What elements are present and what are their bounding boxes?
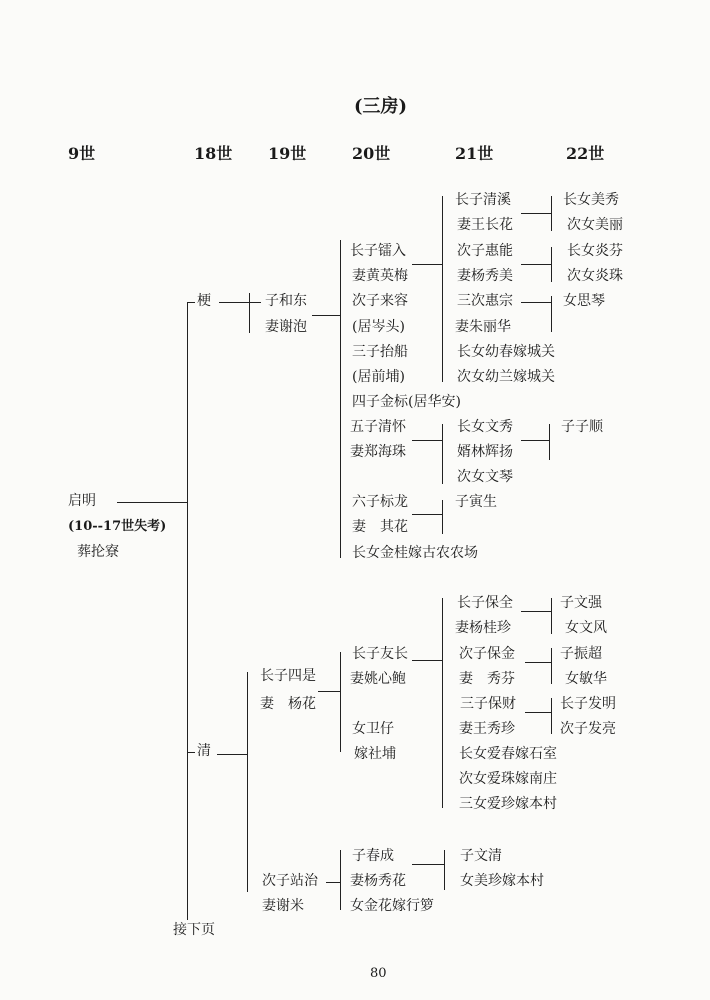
gen22-entry: 女敏华 xyxy=(565,671,607,687)
gen20-entry: 次子来容 xyxy=(352,293,408,309)
gen20-entry: (居岑头) xyxy=(352,319,405,335)
continued-note: 接下页 xyxy=(173,922,215,938)
gen20-entry: 妻杨秀花 xyxy=(350,873,406,889)
gen21-entry: 妻王秀珍 xyxy=(459,721,515,737)
page-title: (三房) xyxy=(354,96,408,117)
tree-line xyxy=(442,424,443,484)
tree-line xyxy=(249,293,250,333)
tree-line xyxy=(521,264,551,265)
gen19-name: 长子四是 xyxy=(260,668,316,684)
gen22-entry: 次女美丽 xyxy=(567,217,623,233)
gen22-entry: 长女炎芬 xyxy=(567,243,623,259)
gen20-entry: 六子标龙 xyxy=(352,494,408,510)
page-number: 80 xyxy=(370,966,387,981)
gen21-entry: 三子保财 xyxy=(460,696,516,712)
tree-line xyxy=(412,864,444,865)
gen20-entry: 四子金标(居华安) xyxy=(352,394,461,410)
gen21-entry: 妻杨桂珍 xyxy=(455,620,511,636)
tree-line xyxy=(551,698,552,734)
gen20-entry: 女金花嫁行箩 xyxy=(350,898,434,914)
gen20-entry: 妻郑海珠 xyxy=(350,444,406,460)
tree-line xyxy=(525,662,551,663)
gen22-entry: 子文强 xyxy=(560,595,602,611)
gen21-entry: 妻杨秀美 xyxy=(457,268,513,284)
gen22-entry: 子子顺 xyxy=(561,419,603,435)
gen21-entry: 三女爱珍嫁本村 xyxy=(459,796,557,812)
gen20-entry: (居前埔) xyxy=(352,369,405,385)
gen21-entry: 妻朱丽华 xyxy=(455,319,511,335)
gen-header-21: 21世 xyxy=(455,144,494,163)
gen21-entry: 妻王长花 xyxy=(457,217,513,233)
gen21-entry: 次子保金 xyxy=(459,646,515,662)
gen-header-9: 9世 xyxy=(68,144,96,163)
gen21-entry: 长女爱春嫁石室 xyxy=(459,746,557,762)
tree-line xyxy=(326,882,340,883)
tree-line xyxy=(442,500,443,534)
gen21-entry: 子文清 xyxy=(460,848,502,864)
gen21-entry: 长子清溪 xyxy=(455,192,511,208)
gen21-entry: 次女文琴 xyxy=(457,469,513,485)
gen21-entry: 婿林辉扬 xyxy=(457,444,513,460)
gen20-entry: 长子镭入 xyxy=(350,243,406,259)
tree-line xyxy=(551,648,552,684)
tree-line xyxy=(412,514,442,515)
tree-line xyxy=(187,302,195,303)
tree-line xyxy=(117,502,187,503)
gen20-entry: 子春成 xyxy=(352,848,394,864)
gen20-entry: 妻黄英梅 xyxy=(352,268,408,284)
tree-line xyxy=(312,315,340,316)
gen22-entry: 子振超 xyxy=(560,646,602,662)
gen21-entry: 次女爱珠嫁南庄 xyxy=(459,771,557,787)
gen20-entry: 三子抬船 xyxy=(352,344,408,360)
tree-line xyxy=(551,296,552,332)
tree-line xyxy=(444,850,445,890)
gen21-entry: 长女幼春嫁城关 xyxy=(457,344,555,360)
gen18-name: 梗 xyxy=(197,293,211,309)
gen22-entry: 女思琴 xyxy=(563,293,605,309)
gen21-entry: 长女文秀 xyxy=(457,419,513,435)
gen21-entry: 次女幼兰嫁城关 xyxy=(457,369,555,385)
gen20-entry: 嫁社埔 xyxy=(354,746,396,762)
gen21-entry: 三次惠宗 xyxy=(457,293,513,309)
tree-line xyxy=(187,302,188,920)
tree-line xyxy=(412,440,442,441)
gen20-entry: 妻姚心鲍 xyxy=(350,671,406,687)
gen20-entry: 长女金桂嫁古农农场 xyxy=(352,545,478,561)
gen20-entry: 长子友长 xyxy=(352,646,408,662)
gen22-entry: 次子发亮 xyxy=(560,721,616,737)
gen21-entry: 子寅生 xyxy=(455,494,497,510)
tree-line xyxy=(551,247,552,282)
tree-line xyxy=(549,424,550,460)
gen22-entry: 女文风 xyxy=(565,620,607,636)
tree-line xyxy=(217,754,247,755)
gen21-entry: 次子惠能 xyxy=(457,243,513,259)
gen-header-18: 18世 xyxy=(194,144,233,163)
gen20-entry: 五子清怀 xyxy=(350,419,406,435)
gen19-name: 子和东 xyxy=(265,293,307,309)
ancestor-burial: 葬抡寮 xyxy=(77,544,119,560)
tree-line xyxy=(525,712,551,713)
gen20-entry: 妻 其花 xyxy=(352,519,408,535)
tree-line xyxy=(521,611,551,612)
gen21-entry: 女美珍嫁本村 xyxy=(460,873,544,889)
tree-line xyxy=(521,213,551,214)
tree-line xyxy=(521,440,549,441)
ancestor-note: (10--17世失考) xyxy=(68,519,167,534)
gen19-name: 次子站治 xyxy=(262,873,318,889)
gen18-name: 清 xyxy=(197,743,211,759)
tree-line xyxy=(340,850,341,910)
tree-line xyxy=(412,660,442,661)
tree-line xyxy=(318,691,340,692)
tree-line xyxy=(442,196,443,382)
tree-line xyxy=(521,302,551,303)
gen22-entry: 次女炎珠 xyxy=(567,268,623,284)
tree-line xyxy=(551,196,552,231)
gen-header-19: 19世 xyxy=(268,144,307,163)
gen22-entry: 长子发明 xyxy=(560,696,616,712)
tree-line xyxy=(219,302,249,303)
tree-line xyxy=(340,240,341,558)
gen-header-20: 20世 xyxy=(352,144,391,163)
gen-header-22: 22世 xyxy=(566,144,605,163)
gen22-entry: 长女美秀 xyxy=(563,192,619,208)
tree-line xyxy=(249,302,261,303)
tree-line xyxy=(442,598,443,808)
gen21-entry: 妻 秀芬 xyxy=(459,671,515,687)
gen19-spouse: 妻谢米 xyxy=(262,898,304,914)
gen19-spouse: 妻 杨花 xyxy=(260,696,316,712)
tree-line xyxy=(551,598,552,634)
ancestor-name: 启明 xyxy=(68,493,96,509)
tree-line xyxy=(412,264,442,265)
tree-line xyxy=(187,752,195,753)
gen21-entry: 长子保全 xyxy=(457,595,513,611)
gen20-entry: 女卫仔 xyxy=(352,721,394,737)
tree-line xyxy=(247,672,248,892)
gen19-spouse: 妻谢泡 xyxy=(265,319,307,335)
tree-line xyxy=(340,652,341,752)
